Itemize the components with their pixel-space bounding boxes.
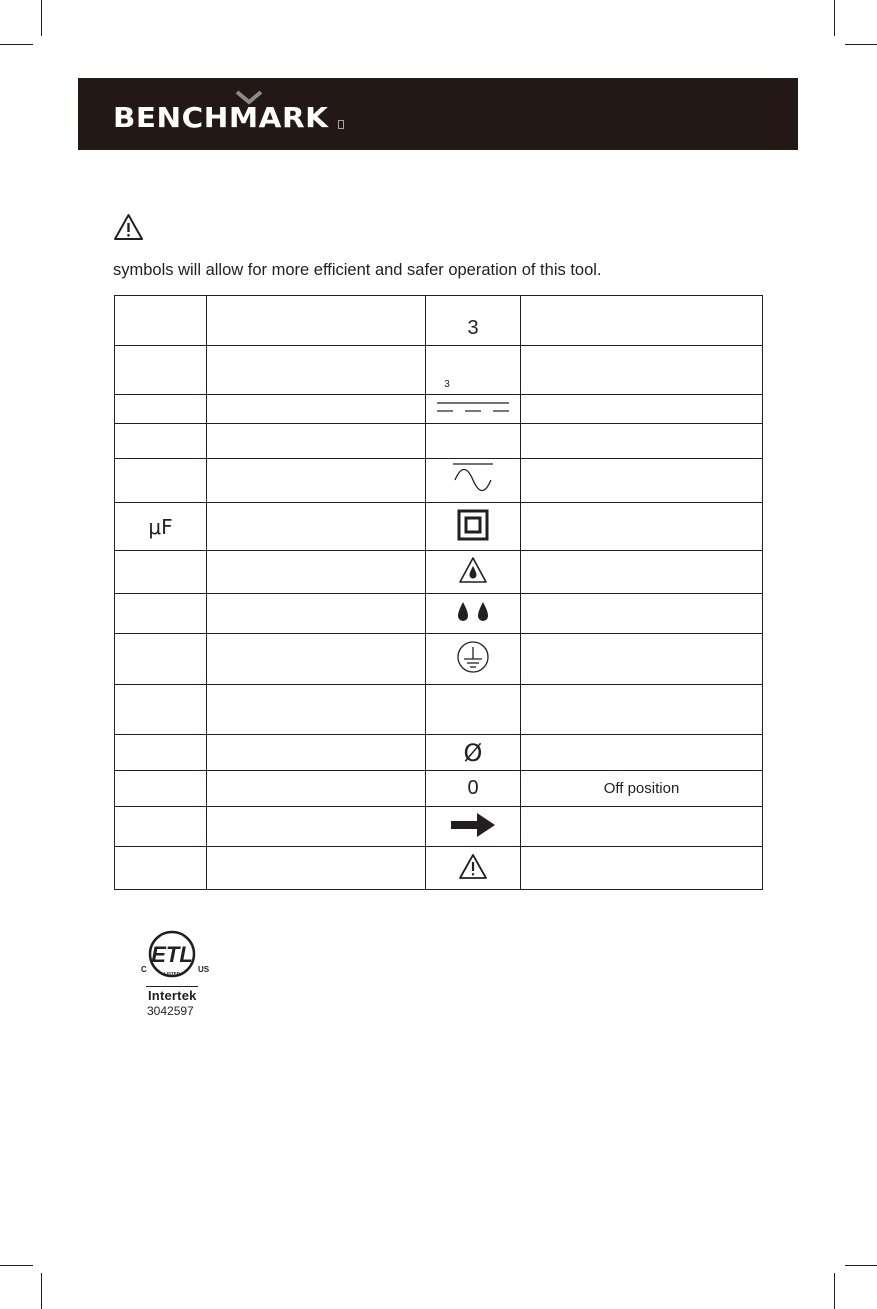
table-row — [115, 634, 763, 685]
meaning-cell — [521, 459, 763, 503]
symbol-cell — [426, 424, 521, 459]
logo-chevron-icon — [235, 90, 263, 106]
symbol-cell — [115, 395, 207, 424]
description-cell — [207, 395, 426, 424]
symbol-cell — [426, 459, 521, 503]
double-insulation-icon — [457, 509, 489, 541]
description-cell — [207, 634, 426, 685]
description-cell — [207, 459, 426, 503]
symbol-text: 3 — [444, 378, 450, 390]
symbol-cell — [115, 503, 207, 551]
table-row — [115, 685, 763, 735]
etl-us-label: US — [198, 965, 210, 974]
description-cell — [207, 296, 426, 346]
symbol-cell — [115, 459, 207, 503]
brand-logo: BENCHMARK — [113, 101, 329, 134]
meaning-cell — [521, 346, 763, 395]
warning-triangle-icon — [458, 853, 488, 880]
symbol-cell — [426, 634, 521, 685]
symbol-cell — [115, 296, 207, 346]
intertek-label: Intertek — [148, 988, 197, 1003]
meaning-cell — [521, 634, 763, 685]
symbol-cell — [115, 807, 207, 847]
divider — [146, 986, 198, 987]
diameter-symbol: Ø — [463, 738, 483, 767]
description-cell — [207, 594, 426, 634]
crop-mark — [834, 1273, 835, 1309]
symbols-table — [114, 295, 763, 890]
crop-mark — [41, 0, 42, 36]
trademark-icon — [338, 120, 344, 129]
meaning-cell — [521, 807, 763, 847]
meaning-cell — [521, 685, 763, 735]
meaning-cell — [521, 503, 763, 551]
table-row — [115, 594, 763, 634]
off-position-symbol: 0 — [467, 777, 479, 799]
symbol-cell — [115, 551, 207, 594]
etl-mark-text: ETL — [151, 942, 193, 967]
table-row — [115, 296, 763, 346]
etl-c-label: C — [141, 965, 147, 974]
symbol-cell — [115, 594, 207, 634]
meaning-cell — [521, 551, 763, 594]
microfarad-symbol: μF — [148, 514, 173, 539]
symbol-cell — [426, 395, 521, 424]
table-row — [115, 424, 763, 459]
etl-listed-mark-icon — [138, 930, 212, 986]
symbol-text: 3 — [467, 317, 479, 339]
crop-mark — [0, 1265, 33, 1266]
table-row — [115, 735, 763, 771]
table-row — [115, 551, 763, 594]
symbol-cell — [426, 847, 521, 890]
meaning-cell — [521, 395, 763, 424]
description-cell — [207, 847, 426, 890]
meaning-cell — [521, 296, 763, 346]
symbol-cell — [426, 685, 521, 735]
arrow-right-icon — [449, 811, 497, 839]
symbol-cell — [115, 685, 207, 735]
description-cell — [207, 424, 426, 459]
intro-text: symbols will allow for more efficient and safer operation of this tool. — [113, 261, 602, 279]
meaning-cell — [521, 424, 763, 459]
meaning-cell — [521, 594, 763, 634]
symbol-cell — [115, 771, 207, 807]
description-cell — [207, 551, 426, 594]
symbol-cell — [426, 594, 521, 634]
warning-triangle-icon — [113, 213, 144, 241]
water-drops-icon — [453, 600, 493, 624]
meaning-cell: Off position — [521, 771, 763, 807]
crop-mark — [834, 0, 835, 36]
etl-listed-label: LISTED — [163, 971, 181, 976]
table-row — [115, 503, 763, 551]
symbol-cell — [426, 735, 521, 771]
crop-mark — [0, 44, 33, 45]
crop-mark — [41, 1273, 42, 1309]
symbol-cell — [426, 807, 521, 847]
description-cell — [207, 771, 426, 807]
alternating-current-icon — [451, 462, 495, 496]
description-cell — [207, 685, 426, 735]
description-cell — [207, 503, 426, 551]
table-row — [115, 807, 763, 847]
symbol-cell — [426, 771, 521, 807]
symbol-cell — [115, 735, 207, 771]
table-row — [115, 847, 763, 890]
symbol-cell — [115, 346, 207, 395]
direct-current-icon — [435, 400, 511, 414]
wet-conditions-warning-icon — [458, 556, 488, 584]
symbol-cell — [426, 551, 521, 594]
table-row — [115, 395, 763, 424]
certification-number: 3042597 — [147, 1004, 194, 1018]
symbol-cell — [115, 634, 207, 685]
meaning-cell — [521, 735, 763, 771]
meaning-cell — [521, 847, 763, 890]
description-cell — [207, 346, 426, 395]
table-row — [115, 771, 763, 807]
earth-ground-icon — [456, 640, 490, 674]
symbol-cell — [426, 346, 521, 395]
description-cell — [207, 735, 426, 771]
symbol-cell — [426, 296, 521, 346]
symbol-cell — [115, 424, 207, 459]
table-row — [115, 459, 763, 503]
table-row — [115, 346, 763, 395]
symbol-cell — [115, 847, 207, 890]
symbol-cell — [426, 503, 521, 551]
crop-mark — [845, 1265, 877, 1266]
crop-mark — [845, 44, 877, 45]
description-cell — [207, 807, 426, 847]
